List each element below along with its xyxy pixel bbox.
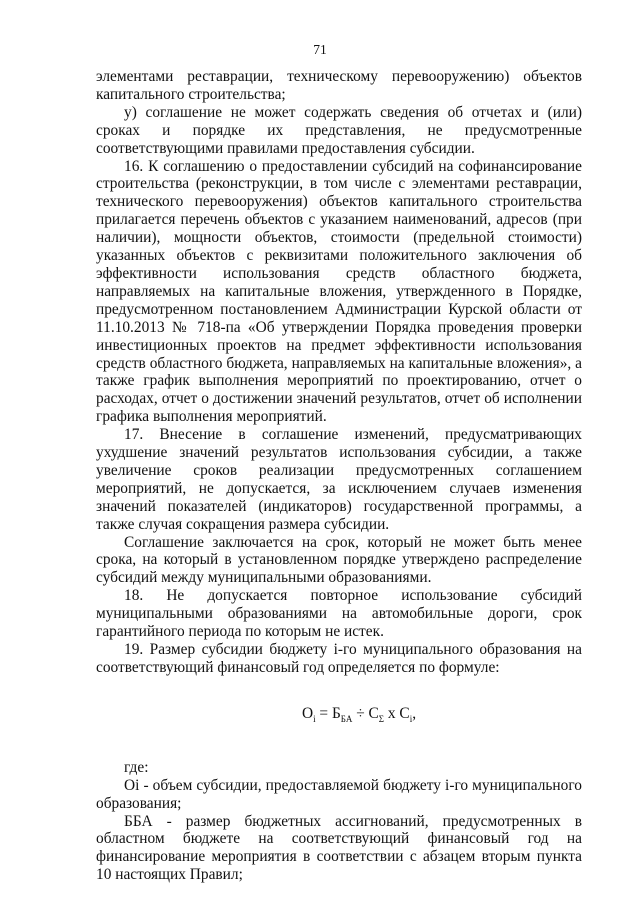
paragraph-item-u: у) соглашение не может содержать сведения об отчетах и (или) сроках и порядке их представления, не предусмотренные соответствующими правилами предоставления субсидии.: [96, 103, 582, 157]
formula-eq: = Б: [315, 704, 341, 722]
page-number: 71: [313, 42, 327, 57]
paragraph-17: 17. Внесение в соглашение изменений, предусматривающих ухудшение значений результатов использования субсидии, а также увеличение сроков реализации предусмотренных соглашением мероприятий, не допускается, за исключением случаев изменения значений показателей (индикаторов) государственной программы, а также случая сокращения размера субсидии.: [96, 426, 582, 533]
paragraph-18: 18. Не допускается повторное использование субсидий муниципальными образованиями на автомобильные дороги, срок гарантийного периода по которым не истек.: [96, 587, 582, 641]
formula-where-label: где:: [124, 758, 149, 776]
document-body: [96, 68, 582, 884]
formula-times: x C: [384, 704, 410, 722]
formula-ci-sub: i: [409, 713, 413, 724]
formula-end: ,: [412, 704, 417, 722]
paragraph-19: 19. Размер субсидии бюджету i-го муниципального образования на соответствующий финансовый год определяется по формуле:: [96, 641, 582, 676]
definition-oi: Oi - объем субсидии, предоставляемой бюджету i-го муниципального образования;: [96, 776, 582, 812]
paragraph-16: 16. К соглашению о предоставлении субсидий на софинансирование строительства (реконструкции, в том числе с элементами реставрации, технического перевооружения) объектов капитального строительства прилагается перечень объектов с указанием наименований, адресов (при наличии), мощности объектов, стоимости (предельной стоимости) указанных объектов с реквизитами положительного заключения об эффективности использования средств областного бюджета, направляемых на капитальные вложения, утвержденного в Порядке, предусмотренном постановлением Администрации Курской области от 11.10.2013 № 718-па «Об утверждении Порядка проведения проверки инвестиционных проектов на предмет эффективности использования средств областного бюджета, направляемых на капитальные вложения», а также график выполнения мероприятий по проектированию, отчет о расходах, отчет о достижении значений результатов, отчет об исполнении графика выполнения мероприятий.: [96, 157, 582, 426]
subsidy-formula: [96, 705, 582, 729]
formula-lhs-sub: i: [313, 713, 316, 724]
formula-div: ÷ C: [352, 704, 379, 722]
definition-bba: ББА - размер бюджетных ассигнований, предусмотренных в областном бюджете на соответствующий финансовый год на финансирование мероприятия в соответствии с абзацем вторым пункта 10 настоящих Правил;: [96, 812, 582, 884]
paragraph-agreement-term: Соглашение заключается на срок, который не может быть менее срока, на который в установленном порядке утверждено распределение субсидий между муниципальными образованиями.: [96, 533, 582, 587]
paragraph-continuation: элементами реставрации, техническому перевооружению) объектов капитального строительства;: [96, 68, 582, 103]
formula-c-sub: Σ: [378, 713, 385, 724]
formula-b-sub: БА: [340, 713, 353, 724]
formula-lhs: O: [301, 704, 314, 722]
